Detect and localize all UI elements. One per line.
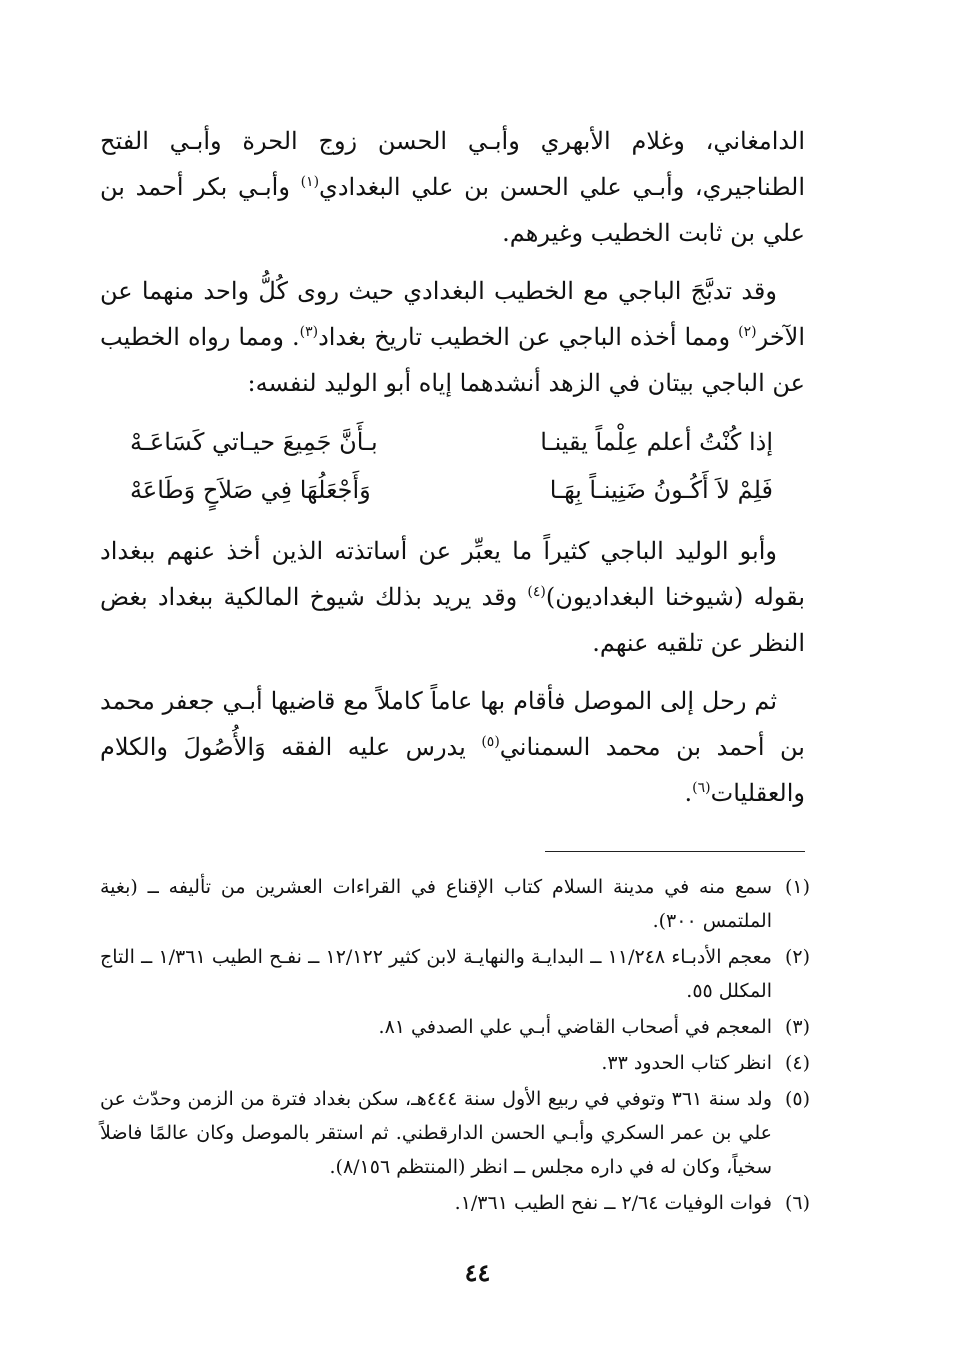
footnote-number: (٦) xyxy=(784,1192,810,1214)
paragraph-1: الدامغاني، وغلام الأبهري وأبـي الحسن زوج الحرة وأبـي الفتح الطناجيري، وأبـي علي الحسن بن علي البغدادي$^{(١)}$ وأبـي بكر أحمد بن علي بن ثابت الخطيب وغيرهم. xyxy=(100,127,806,247)
paragraph-2: وقد تدبَّجَ الباجي مع الخطيب البغدادي حيث روى كُلُّ واحد منهما عن الآخر$^{(٢)}$ ومما أخذه الباجي عن الخطيب تاريخ بغداد$^{(٣)}$. ومما رواه الخطيب عن الباجي بيتان في الزهد أنشدهما إياه أبو الوليد لنفسه: xyxy=(100,277,806,397)
footnote xyxy=(100,940,810,1008)
footnote xyxy=(100,870,810,938)
footnote-number: (٤) xyxy=(784,1052,810,1074)
footnote-number: (١) xyxy=(784,876,810,898)
footnote-ref-2: (٢) xyxy=(738,324,757,340)
paragraph-4: ثم رحل إلى الموصل فأقام بها عاماً كاملاً مع قاضيها أبـي جعفر محمد بن أحمد بن محمد السمناني$^{(٥)}$ يدرس عليه الفقه وَالأُصُولَ والكلام والعقليات$^{(٦)}$. xyxy=(100,687,805,807)
footnote-ref-6: (٦) xyxy=(692,780,711,796)
footnote-text: انظر كتاب الحدود ٣٣. xyxy=(601,1052,772,1074)
footnote-separator xyxy=(545,851,805,852)
footnote-text: فوات الوفيات ٢/٦٤ ــ نفح الطيب ١/٣٦١. xyxy=(454,1192,772,1214)
poem-hemistich-first: إذا كُنْتُ أعلم عِلْماً يقينـا xyxy=(540,428,773,456)
footnote xyxy=(100,1010,810,1044)
footnote-ref-5: (٥) xyxy=(481,734,500,750)
footnote xyxy=(100,1186,810,1220)
footnote-number: (٣) xyxy=(784,1016,810,1038)
poem xyxy=(100,418,805,514)
poem-line xyxy=(100,418,805,466)
poem-hemistich-first: فَلِمْ لاَ أَكُـونُ ضَنِينـاً بِهَـا xyxy=(549,476,773,504)
footnotes xyxy=(100,870,810,1222)
footnote-ref-1: (١) xyxy=(300,174,320,190)
footnote-number: (٢) xyxy=(784,946,810,968)
page-number: ٤٤ xyxy=(464,1258,491,1287)
footnote-text: المعجم في أصحاب القاضي أبـي علي الصدفي ٨١. xyxy=(378,1016,772,1038)
poem-hemistich-second: بـأَنَّ جَمِيعَ حيـاتي كَسَاعَـهْ xyxy=(130,428,378,456)
footnote-text: ولد سنة ٣٦١ وتوفي في ربيع الأول سنة ٤٤٤هـ، سكن بغداد فترة من الزمن وحدّث عن علي بن عمر السكري وأبـي الحسن الدارقطني. ثم استقر بالموصل وكان عالمًا فاضلاً سخياً، وكان له في داره مجلس ــ انظر (المنتظم ٨/١٥٦). xyxy=(100,1088,772,1178)
footnote xyxy=(100,1046,810,1080)
main-text xyxy=(100,118,805,828)
poem-hemistich-second: وَأَجْعَلُهَا فِي صَلاَحٍ وَطَاعَهْ xyxy=(130,476,371,504)
poem-line xyxy=(100,466,805,514)
footnote-text: معجم الأدبـاء ١١/٢٤٨ ــ البدايـة والنهايـة لابن كثير ١٢/١٢٢ ــ نفـح الطيب ١/٣٦١ ــ التاج المكلل ٥٥. xyxy=(100,946,772,1002)
paragraph-3: وأبو الوليد الباجي كثيراً ما يعبِّر عن أساتذته الذين أخذ عنهم ببغداد بقوله (شيوخنا البغداديون)$^{(٤)}$ وقد يريد بذلك شيوخ المالكية ببغداد بغض النظر عن تلقيه عنهم. xyxy=(100,537,805,657)
footnote-number: (٥) xyxy=(784,1088,810,1110)
footnote-text: سمع منه في مدينة السلام كتاب الإقناع في القراءات العشرين من تأليفه ــ (بغية الملتمس ٣٠٠). xyxy=(100,876,772,932)
footnote-ref-3: (٣) xyxy=(299,324,319,340)
footnote-ref-4: (٤) xyxy=(527,584,546,600)
footnote xyxy=(100,1082,810,1184)
